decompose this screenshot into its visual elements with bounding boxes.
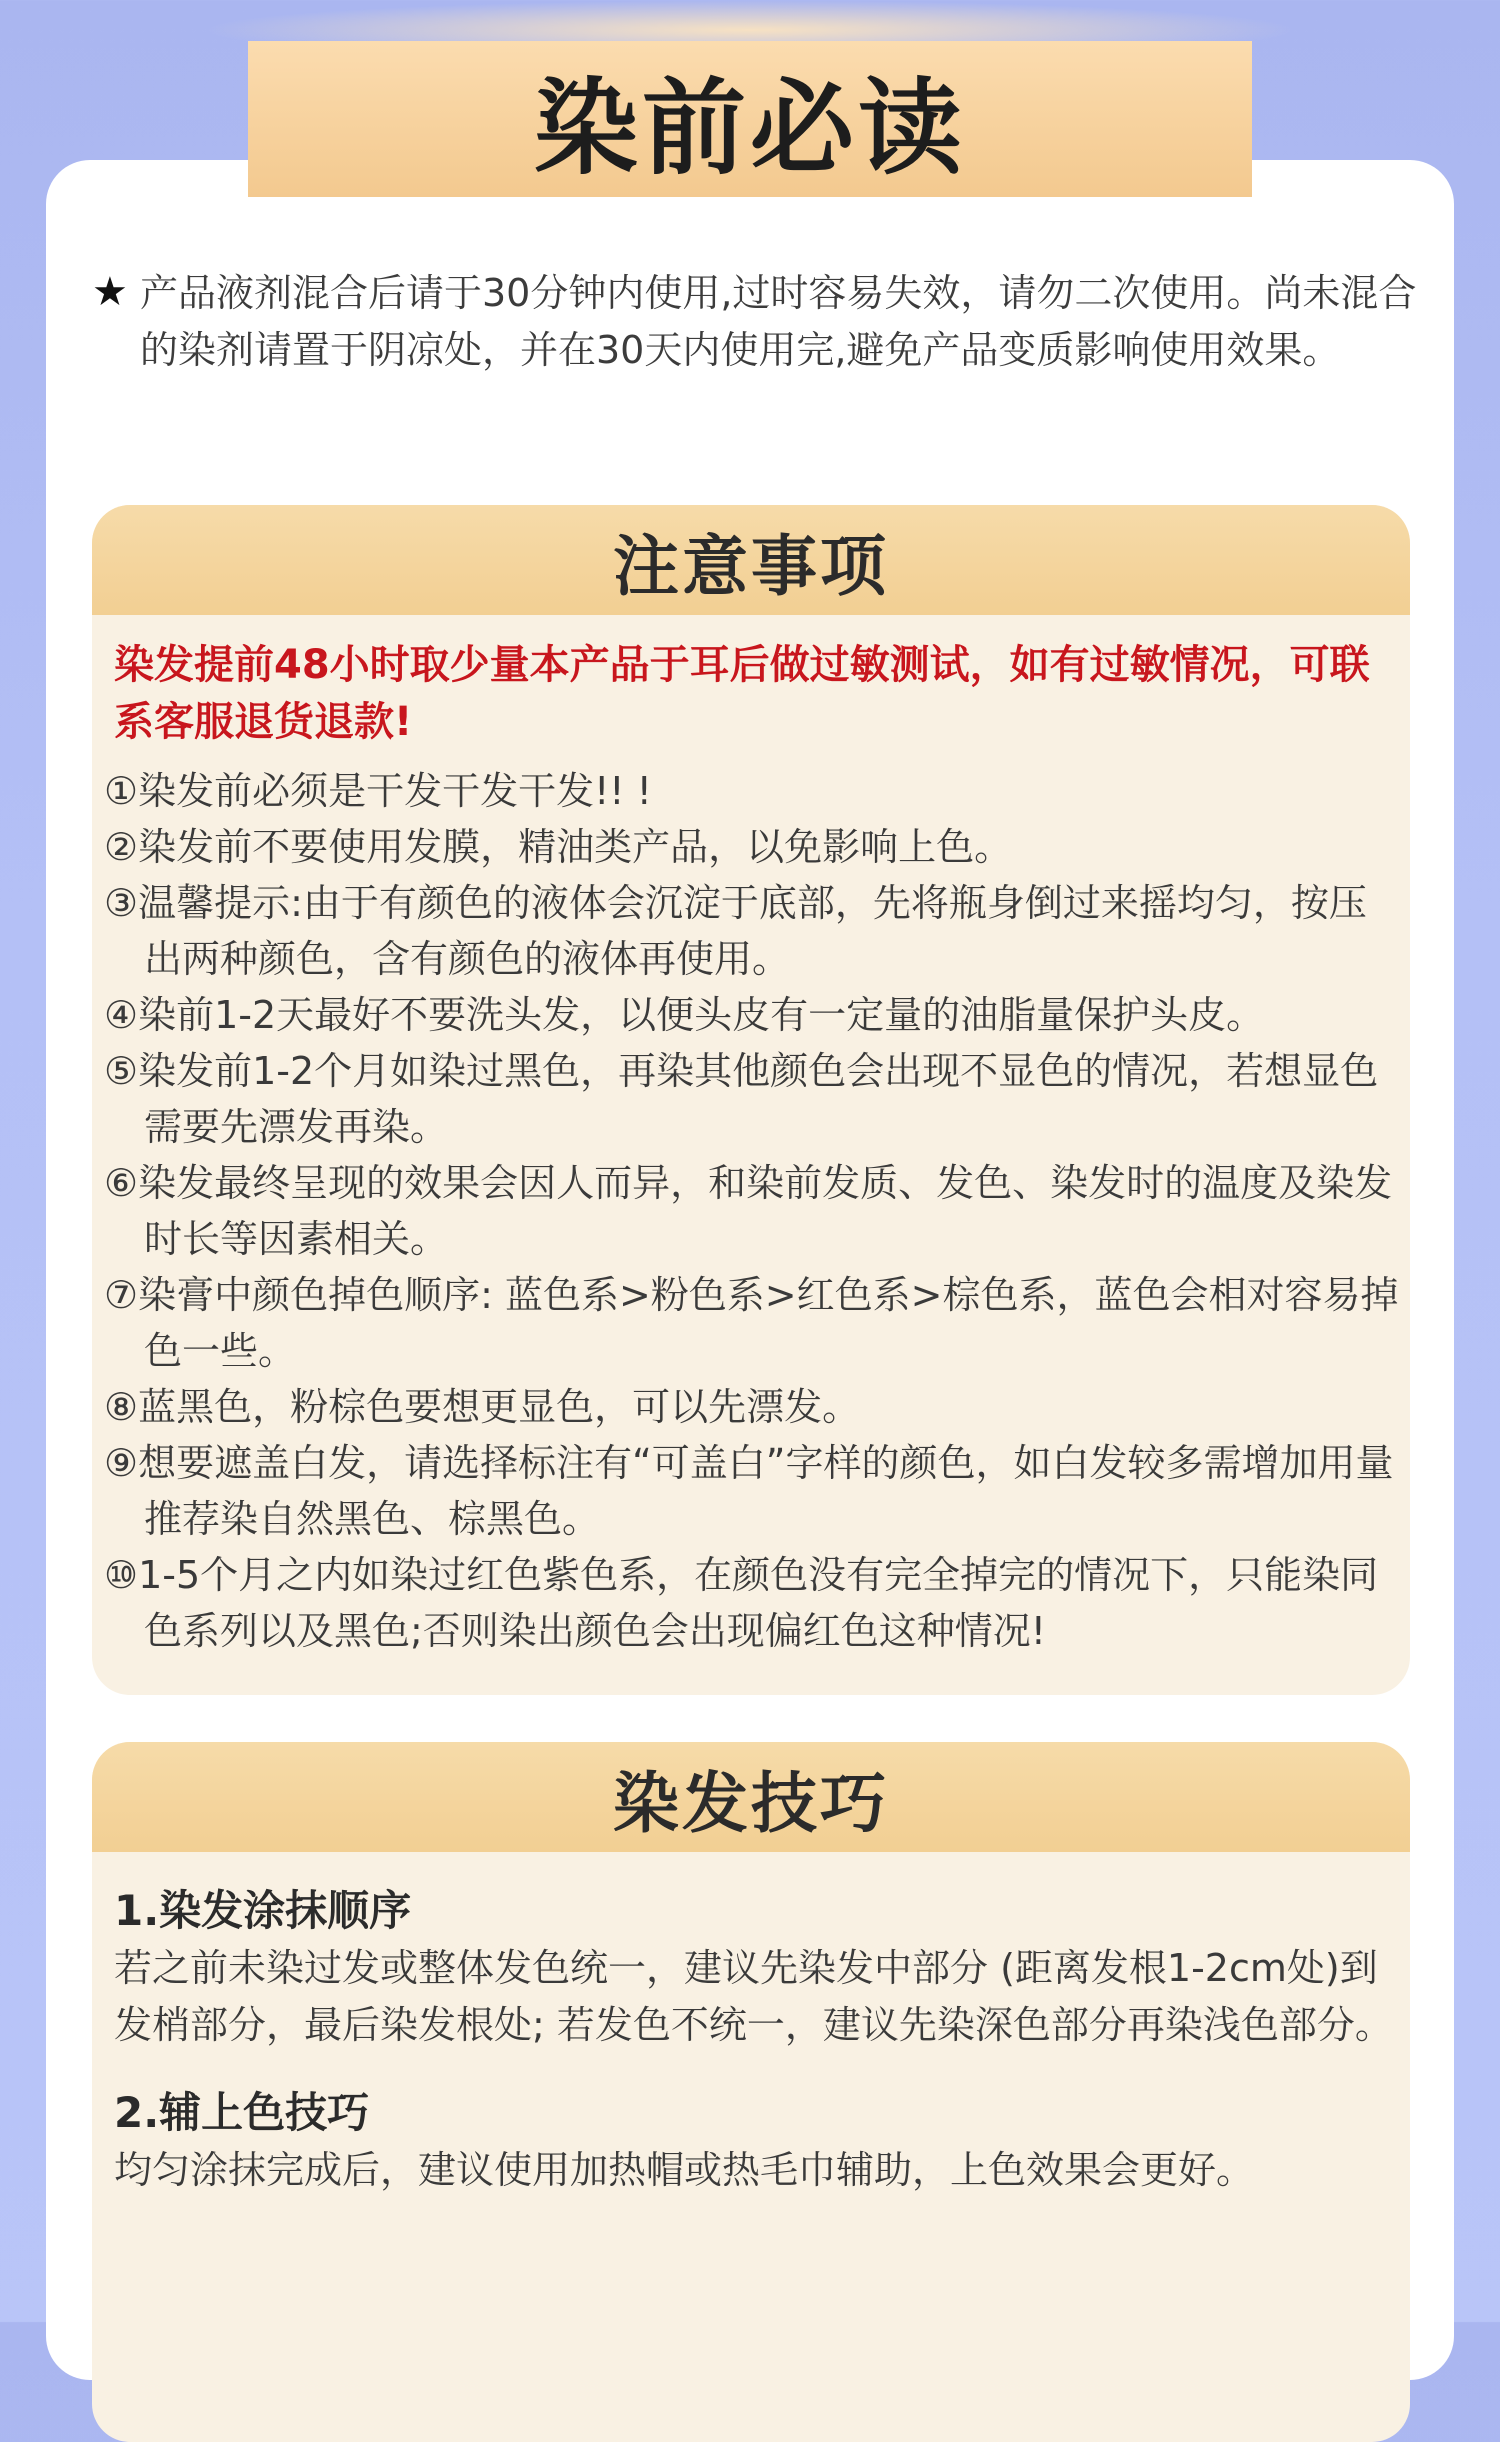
star-icon: ★ (92, 269, 128, 315)
note-item: ⑩1-5个月之内如染过红色紫色系，在颜色没有完全掉完的情况下，只能染同色系列以及黑色;否则染出颜色会出现偏红色这种情况! (104, 1553, 1379, 1653)
note-item: ①染发前必须是干发干发干发!! ! (104, 769, 652, 813)
notes-section (92, 505, 1410, 1695)
tip-body: 均匀涂抹完成后，建议使用加热帽或热毛巾辅助，上色效果会更好。 (114, 2148, 1255, 2192)
note-item: ⑧蓝黑色，粉棕色要想更显色，可以先漂发。 (104, 1385, 861, 1429)
page-title: 染前必读 (533, 67, 966, 189)
note-item: ⑤染发前1-2个月如染过黑色，再染其他颜色会出现不显色的情况，若想显色需要先漂发再染。 (104, 1049, 1379, 1149)
note-item: ⑥染发最终呈现的效果会因人而异，和染前发质、发色、染发时的温度及染发时长等因素相关。 (104, 1161, 1393, 1261)
tip-item (114, 1882, 1404, 2054)
notes-header (92, 505, 1410, 615)
notes-heading: 注意事项 (613, 527, 889, 605)
tips-header (92, 1742, 1410, 1852)
tip-title: 1.染发涂抹顺序 (114, 1886, 412, 1935)
note-item: ⑨想要遮盖白发，请选择标注有“可盖白”字样的颜色，如白发较多需增加用量推荐染自然黑色、棕黑色。 (104, 1441, 1394, 1541)
note-item: ⑦染膏中颜色掉色顺序: 蓝色系>粉色系>红色系>棕色系，蓝色会相对容易掉色一些。 (104, 1273, 1399, 1373)
notes-list (104, 763, 1404, 1659)
note-item: ④染前1-2天最好不要洗头发，以便头皮有一定量的油脂量保护头皮。 (104, 993, 1265, 1037)
note-item: ③温馨提示:由于有颜色的液体会沉淀于底部，先将瓶身倒过来摇均匀，按压出两种颜色，含有颜色的液体再使用。 (104, 881, 1367, 981)
tip-title: 2.辅上色技巧 (114, 2088, 370, 2137)
tip-body: 若之前未染过发或整体发色统一，建议先染发中部分 (距离发根1-2cm处)到发梢部分，最后染发根处; 若发色不统一，建议先染深色部分再染浅色部分。 (114, 1946, 1393, 2047)
tips-heading: 染发技巧 (613, 1764, 889, 1842)
title-banner (248, 41, 1252, 197)
allergy-warning: 染发提前48小时取少量本产品于耳后做过敏测试，如有过敏情况，可联系客服退货退款! (114, 642, 1370, 745)
tips-section (92, 1742, 1410, 2442)
intro-text: 产品液剂混合后请于30分钟内使用,过时容易失效，请勿二次使用。尚未混合的染剂请置于阴凉处，并在30天内使用完,避免产品变质影响使用效果。 (140, 271, 1417, 372)
tip-item (114, 2084, 1404, 2199)
intro-note (92, 265, 1422, 379)
note-item: ②染发前不要使用发膜，精油类产品，以免影响上色。 (104, 825, 1013, 869)
